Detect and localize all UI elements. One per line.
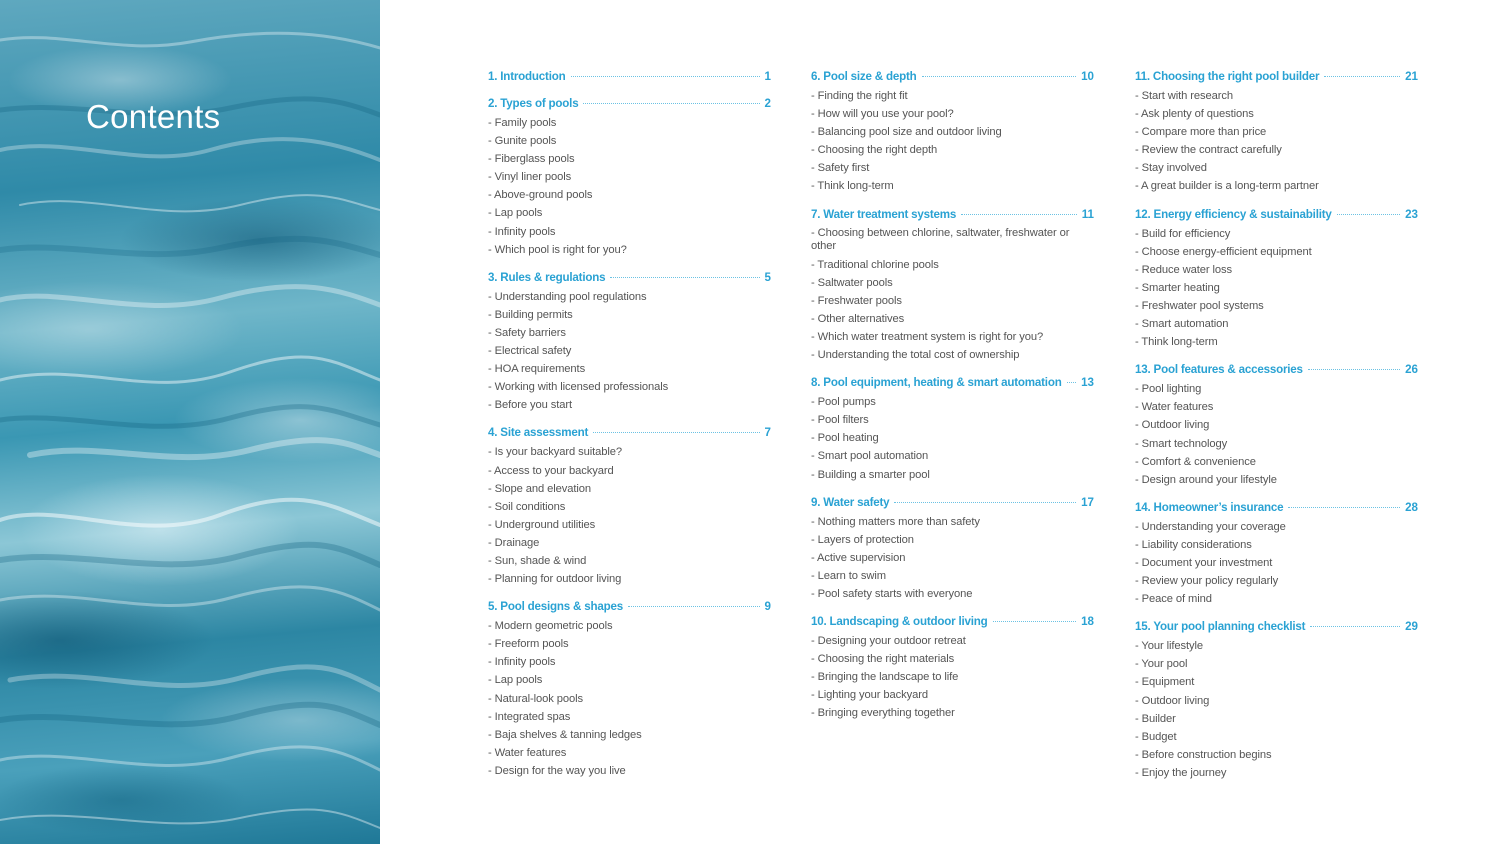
toc-subitems — [1135, 637, 1418, 782]
toc-heading[interactable] — [488, 424, 771, 441]
toc-subitem: - Before construction begins — [1135, 748, 1272, 761]
toc-subitem: - Pool filters — [811, 414, 869, 427]
toc-subitem: - Design around your lifestyle — [1135, 473, 1277, 486]
toc-section — [488, 68, 771, 85]
toc-subitem: - Reduce water loss — [1135, 263, 1232, 276]
toc-subitem: - Pool pumps — [811, 396, 876, 409]
toc-section — [811, 494, 1094, 603]
toc-subitem: - Document your investment — [1135, 556, 1273, 569]
toc-subitems — [488, 288, 771, 415]
toc-subitems — [488, 617, 771, 780]
toc-section — [811, 206, 1094, 365]
toc-subitem: - Underground utilities — [488, 518, 596, 531]
dotted-leader — [961, 214, 1077, 215]
toc-subitem: - Budget — [1135, 730, 1177, 743]
toc-subitem: - Compare more than price — [1135, 126, 1267, 139]
toc-subitem: - Stay involved — [1135, 162, 1207, 175]
toc-subitem: - Design for the way you live — [488, 764, 626, 777]
toc-heading[interactable] — [811, 494, 1094, 511]
dotted-leader — [1310, 626, 1400, 627]
toc-subitem: - Building a smarter pool — [811, 468, 930, 481]
toc-subitem: - Is your backyard suitable? — [488, 446, 623, 459]
toc-subitem: - Designing your outdoor retreat — [811, 635, 966, 648]
toc-section — [1135, 361, 1418, 489]
toc-subitem: - Saltwater pools — [811, 276, 893, 289]
toc-heading[interactable] — [1135, 618, 1418, 635]
toc-heading-title: 1. Introduction — [488, 70, 566, 83]
dotted-leader — [1324, 76, 1400, 77]
toc-heading-title: 11. Choosing the right pool builder — [1135, 70, 1320, 83]
toc-subitem: - Understanding the total cost of ownership — [811, 349, 1020, 362]
toc-subitem: - Learn to swim — [811, 569, 886, 582]
toc-subitem: - Nothing matters more than safety — [811, 515, 980, 528]
toc-heading-title: 10. Landscaping & outdoor living — [811, 615, 988, 629]
toc-subitem: - Slope and elevation — [488, 482, 592, 495]
toc-subitems — [488, 443, 771, 588]
toc-heading[interactable] — [488, 598, 771, 615]
toc-subitem: - Outdoor living — [1135, 694, 1210, 707]
toc-subitems — [811, 225, 1094, 365]
toc-heading[interactable] — [811, 613, 1094, 630]
toc-subitem: - Gunite pools — [488, 135, 557, 148]
toc-page-number: 17 — [1081, 495, 1094, 509]
toc-subitem: - Lap pools — [488, 207, 543, 220]
dotted-leader — [571, 76, 760, 77]
toc-subitem: - Soil conditions — [488, 500, 566, 513]
toc-subitem: - Smarter heating — [1135, 281, 1220, 294]
toc-section — [488, 269, 771, 415]
toc-heading[interactable] — [1135, 68, 1418, 85]
toc-subitem: - Choose energy-efficient equipment — [1135, 245, 1312, 258]
toc-subitem: - Electrical safety — [488, 345, 572, 358]
toc-subitems — [1135, 380, 1418, 489]
toc-page-number: 2 — [764, 97, 771, 110]
toc-heading[interactable] — [1135, 499, 1418, 516]
toc-heading-title: 12. Energy efficiency & sustainability — [1135, 207, 1332, 221]
dotted-leader — [610, 277, 759, 278]
toc-heading[interactable] — [488, 68, 771, 85]
toc-subitem: - Choosing the right materials — [811, 653, 955, 666]
toc-subitem: - Finding the right fit — [811, 90, 908, 102]
toc-subitem: - Water features — [488, 746, 567, 759]
toc-page-number: 1 — [764, 70, 771, 83]
toc-heading[interactable] — [1135, 206, 1418, 223]
toc-page-number: 29 — [1405, 620, 1418, 634]
toc-heading[interactable] — [811, 374, 1094, 391]
toc-subitem: - Smart pool automation — [811, 450, 929, 463]
toc-section — [811, 613, 1094, 722]
toc-heading-title: 7. Water treatment systems — [811, 207, 957, 221]
toc-subitem: - Choosing between chlorine, saltwater, freshwater or other — [811, 226, 1070, 252]
dotted-leader — [593, 432, 759, 433]
toc-subitem: - Baja shelves & tanning ledges — [488, 728, 642, 741]
toc-subitem: - Safety barriers — [488, 326, 566, 339]
toc-heading[interactable] — [811, 68, 1094, 85]
toc-heading-title: 8. Pool equipment, heating & smart automation — [811, 376, 1062, 390]
toc-section — [1135, 618, 1418, 782]
toc-heading-title: 5. Pool designs & shapes — [488, 600, 624, 614]
toc-heading[interactable] — [811, 206, 1094, 223]
toc-subitem: - Family pools — [488, 117, 557, 129]
toc-page-number: 5 — [764, 270, 771, 284]
toc-column-3 — [1135, 68, 1418, 792]
toc-page-number: 28 — [1405, 500, 1418, 514]
toc-subitem: - Vinyl liner pools — [488, 171, 572, 184]
toc-subitem: - Equipment — [1135, 676, 1195, 689]
toc-subitem: - Infinity pools — [488, 656, 556, 669]
toc-subitem: - Enjoy the journey — [1135, 766, 1227, 779]
toc-subitem: - Safety first — [811, 162, 870, 175]
toc-section — [488, 598, 771, 780]
toc-page-number: 21 — [1405, 70, 1418, 83]
toc-subitem: - Liability considerations — [1135, 538, 1252, 551]
toc-subitem: - Integrated spas — [488, 710, 571, 723]
toc-subitem: - Active supervision — [811, 551, 906, 564]
toc-subitem: - Above-ground pools — [488, 189, 593, 202]
dotted-leader — [894, 502, 1076, 503]
toc-subitem: - Pool lighting — [1135, 383, 1202, 396]
toc-heading-title: 15. Your pool planning checklist — [1135, 620, 1306, 634]
toc-subitem: - Build for efficiency — [1135, 227, 1231, 240]
toc-subitem: - Other alternatives — [811, 312, 905, 325]
toc-subitem: - Builder — [1135, 712, 1176, 725]
toc-subitem: - Planning for outdoor living — [488, 573, 622, 586]
toc-subitem: - Bringing everything together — [811, 707, 955, 720]
toc-subitem: - Lap pools — [488, 674, 543, 687]
toc-subitem: - Your lifestyle — [1135, 640, 1204, 653]
toc-subitem: - Start with research — [1135, 90, 1233, 102]
dotted-leader — [1288, 507, 1400, 508]
toc-section — [1135, 68, 1418, 196]
toc-subitems — [1135, 87, 1418, 196]
toc-subitem: - Think long-term — [811, 180, 894, 193]
toc-section — [811, 374, 1094, 483]
toc-subitem: - Water features — [1135, 401, 1214, 414]
toc-heading[interactable] — [488, 95, 771, 112]
water-photo — [0, 0, 380, 844]
dotted-leader — [993, 621, 1077, 622]
toc-subitem: - Access to your backyard — [488, 464, 614, 477]
toc-section — [1135, 206, 1418, 352]
toc-subitems — [1135, 225, 1418, 352]
toc-subitem: - Bringing the landscape to life — [811, 671, 959, 684]
toc-subitem: - Which pool is right for you? — [488, 243, 627, 256]
toc-subitem: - A great builder is a long-term partner — [1135, 180, 1319, 193]
toc-subitem: - Outdoor living — [1135, 419, 1210, 432]
toc-subitem: - Balancing pool size and outdoor living — [811, 126, 1002, 139]
toc-subitem: - Freshwater pool systems — [1135, 299, 1264, 312]
toc-subitem: - Building permits — [488, 308, 573, 321]
toc-page-number: 18 — [1081, 615, 1094, 629]
toc-subitem: - Think long-term — [1135, 336, 1218, 349]
toc-subitem: - Ask plenty of questions — [1135, 108, 1254, 121]
toc-subitem: - HOA requirements — [488, 363, 586, 376]
toc-page-number: 11 — [1081, 207, 1094, 221]
toc-heading-title: 3. Rules & regulations — [488, 270, 606, 284]
toc-heading-title: 4. Site assessment — [488, 426, 589, 440]
toc-heading[interactable] — [1135, 361, 1418, 378]
dotted-leader — [628, 606, 760, 607]
toc-subitem: - Working with licensed professionals — [488, 381, 669, 394]
toc-subitem: - Smart technology — [1135, 437, 1228, 450]
toc-subitem: - Comfort & convenience — [1135, 455, 1256, 468]
toc-heading-title: 13. Pool features & accessories — [1135, 363, 1303, 377]
toc-subitem: - Traditional chlorine pools — [811, 258, 939, 271]
toc-subitem: - Before you start — [488, 399, 573, 412]
toc-subitem: - Understanding pool regulations — [488, 290, 647, 303]
dotted-leader — [922, 76, 1077, 77]
toc-subitem: - Freshwater pools — [811, 294, 902, 307]
toc-page-number: 9 — [764, 600, 771, 614]
toc-subitem: - Fiberglass pools — [488, 153, 575, 166]
toc-subitem: - Drainage — [488, 536, 540, 549]
toc-subitem: - Natural-look pools — [488, 692, 584, 705]
dotted-leader — [583, 103, 759, 104]
toc-heading-title: 6. Pool size & depth — [811, 70, 917, 83]
toc-section — [488, 424, 771, 588]
toc-subitem: - Choosing the right depth — [811, 144, 938, 157]
toc-subitems — [811, 87, 1094, 196]
toc-subitem: - Infinity pools — [488, 225, 556, 238]
dotted-leader — [1337, 214, 1400, 215]
toc-heading[interactable] — [488, 269, 771, 286]
toc-heading-title: 9. Water safety — [811, 495, 890, 509]
toc-subitem: - Pool heating — [811, 432, 879, 445]
toc-column-2 — [811, 68, 1094, 733]
toc-subitem: - Modern geometric pools — [488, 620, 613, 633]
toc-column-1 — [488, 68, 771, 790]
toc-subitem: - Lighting your backyard — [811, 689, 928, 702]
toc-subitems — [811, 513, 1094, 603]
toc-heading-title: 2. Types of pools — [488, 97, 579, 110]
toc-subitems — [488, 114, 771, 259]
toc-subitem: - Pool safety starts with everyone — [811, 587, 973, 600]
toc-subitem: - Review the contract carefully — [1135, 144, 1282, 157]
toc-page-number: 7 — [764, 426, 771, 440]
toc-subitem: - Peace of mind — [1135, 593, 1212, 606]
toc-subitem: - Sun, shade & wind — [488, 554, 587, 567]
dotted-leader — [1067, 382, 1076, 383]
toc-page-number: 13 — [1081, 376, 1094, 390]
toc-subitems — [1135, 518, 1418, 608]
toc-subitem: - Which water treatment system is right for you? — [811, 330, 1044, 343]
toc-section — [1135, 499, 1418, 608]
toc-subitem: - How will you use your pool? — [811, 108, 954, 121]
toc-subitem: - Layers of protection — [811, 533, 914, 546]
toc-subitem: - Your pool — [1135, 658, 1188, 671]
toc-section — [811, 68, 1094, 196]
page-title: Contents — [86, 98, 221, 135]
toc-page-number: 10 — [1081, 70, 1094, 83]
toc-page-number: 23 — [1405, 207, 1418, 221]
toc-subitem: - Review your policy regularly — [1135, 575, 1279, 588]
toc-heading-title: 14. Homeowner’s insurance — [1135, 500, 1284, 514]
toc-page-number: 26 — [1405, 363, 1418, 377]
toc-subitem: - Freeform pools — [488, 638, 569, 651]
toc-subitem: - Smart automation — [1135, 318, 1229, 331]
toc-section — [488, 95, 771, 259]
dotted-leader — [1308, 369, 1400, 370]
toc-subitem: - Understanding your coverage — [1135, 520, 1286, 533]
toc-subitems — [811, 393, 1094, 483]
toc-subitems — [811, 632, 1094, 722]
